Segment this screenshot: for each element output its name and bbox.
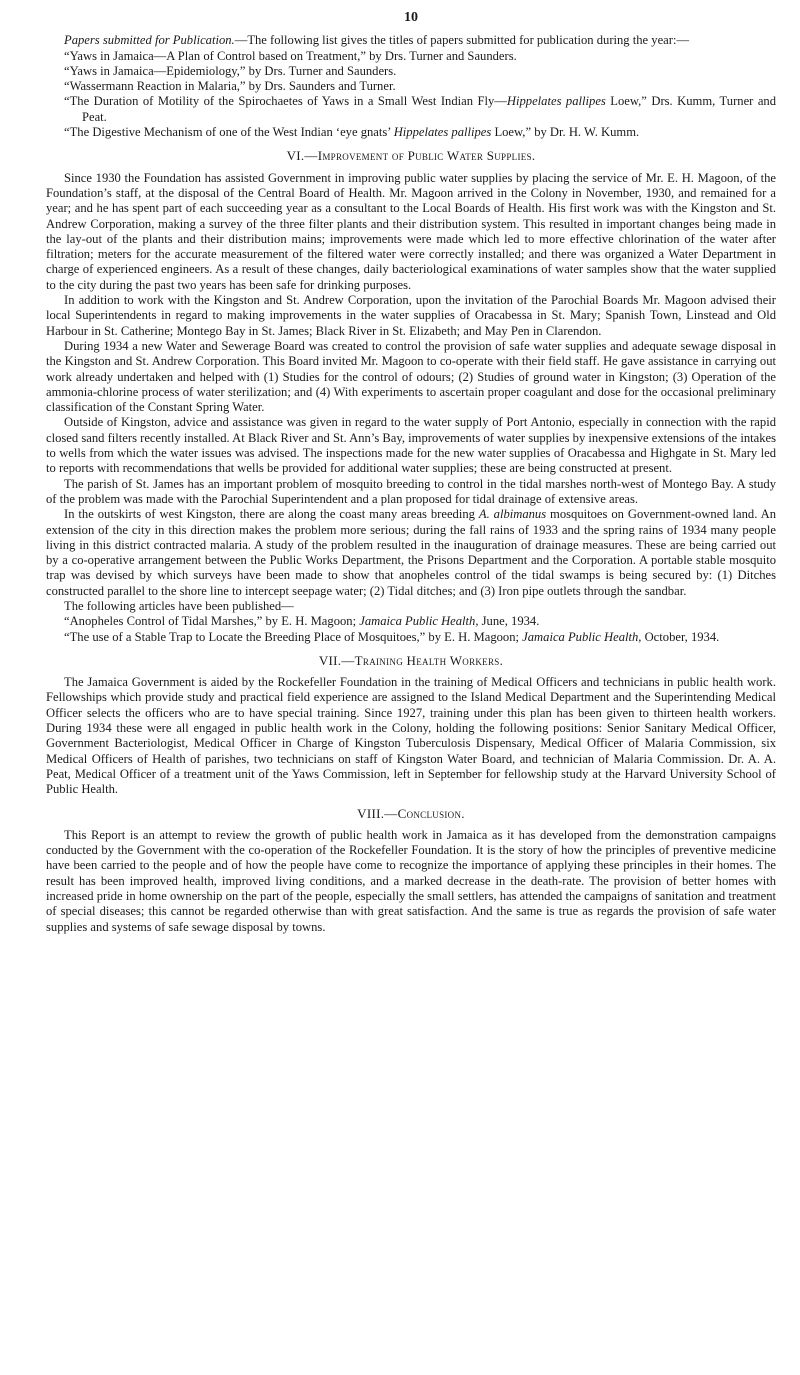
articles-list (46, 614, 776, 645)
paragraph: In addition to work with the Kingston and St. Andrew Corporation, upon the invitation of the Parochial Boards Mr. Magoon advised their local Superintendents in regard to making improvements in the water supplies of Oracabessa in St. Mary; Spanish Town, Linstead and Old Harbour in St. Catherine; Montego Bay in St. James; Black River in St. Elizabeth; and May Pen in Clarendon. (46, 293, 776, 338)
paragraph: Since 1930 the Foundation has assisted Government in improving public water supplies by placing the service of Mr. E. H. Magoon, of the Foundation’s staff, at the disposal of the Central Board of Health. Mr. Magoon arrived in the Colony in November, 1930, and remained for a year; and he has spent part of each succeeding year as a consultant to the Local Boards of Health. His first work was with the Kingston and St. Andrew Corporation, making a survey of the three filter plants and their distribution system. This resulted in important changes being made in the lay-out of the plants and their distribution mains; improvements were made which led to more effective chlorination of the water after filtration; meters for the accurate measurement of the filtered water were correctly installed; and there was organized a Water Department in charge of experienced engineers. As a result of these changes, daily bacteriological examinations of water samples show that the water supplied to the city during the past two years has been safe for drinking purposes. (46, 170, 776, 292)
paragraph: Outside of Kingston, advice and assistance was given in regard to the water supply of Port Antonio, especially in connection with the rapid closed sand filters recently installed. At Black River and St. Ann’s Bay, improvements of water supplies by inexpensive extensions of the intakes to wells from which the water issues was advised. The inspections made for the new water supplies of Oracabessa and Highgate in St. Mary led to reports with recommendations that wells be provided for additional water supplies; these are being constructed at present. (46, 415, 776, 476)
section-heading-viii: VIII.—Conclusion. (357, 805, 465, 821)
paragraph: The Jamaica Government is aided by the Rockefeller Foundation in the training of Medical Officers and technicians in public health work. Fellowships which provide study and practical field experience are assigned to the Island Medical Department and the Superintending Medical Officer selects the officers who are to have special training. Since 1927, training under this plan has been given to thirteen health workers. During 1934 these were all engaged in public health work in the Colony, holding the following positions: Senior Sanitary Medical Officer, Government Bacteriologist, Medical Officer in Charge of Kingston Tuberculosis Dispensary, Medical Officer of Malaria Commission, six Medical Officers of Health of parishes, two technicians on staff of Kingston Water Board, and technician of Malaria Commission. Dr. A. A. Peat, Medical Officer of a treatment unit of the Yaws Commission, left in September for fellowship study at the Harvard University School of Public Health. (46, 675, 776, 797)
paper-item: “Yaws in Jamaica—A Plan of Control based on Treatment,” by Drs. Turner and Saunders. (64, 48, 517, 63)
section-heading-vi: VI.—Improvement of Public Water Supplies. (286, 148, 536, 164)
paper-item: “The Duration of Motility of the Spirochaetes of Yaws in a Small West Indian Fly—Hippelates pallipes Loew,” Drs. Kumm, Turner and Peat. (64, 94, 777, 124)
paper-item: “Wassermann Reaction in Malaria,” by Drs. Saunders and Turner. (64, 79, 396, 94)
article-item: “The use of a Stable Trap to Locate the Breeding Place of Mosquitoes,” by E. H. Magoon; Jamaica Public Health, October, 1934. (64, 629, 720, 644)
papers-lead-text: —The following list gives the titles of papers submitted for publication during the year:— (234, 33, 690, 48)
paragraph: This Report is an attempt to review the growth of public health work in Jamaica as it has developed from the demonstration campaigns conducted by the Government with the co-operation of the Rockefeller Foundation. It is the story of how the principles of preventive medicine have been carried to the people and of how the people have come to recognize the importance of applying these principles in their homes. The result has been improved health, improved living conditions, and a marked decrease in the death-rate. The provision of better homes with increased pride in home ownership on the part of the people, especially the small settlers, has attended the campaigns of sanitation and treatment of special diseases; this cannot be regarded otherwise than with great satisfaction. And the same is true as regards the provision of safe water supplies and systems of safe sewage disposal by towns. (46, 827, 776, 934)
paper-item: “The Digestive Mechanism of one of the West Indian ‘eye gnats’ Hippelates pallipes Loew,” by Dr. H. W. Kumm. (64, 125, 640, 140)
paragraph: During 1934 a new Water and Sewerage Board was created to control the provision of safe water supplies and adequate sewage disposal in the Kingston and St. Andrew Corporation. This Board invited Mr. Magoon to co-operate with their field staff. He gave assistance in carrying out work already undertaken and helped with (1) Studies for the control of odours; (2) Studies of ground water in Kingston; (3) Operation of the ammonia-chlorine process of water sterilization; and (4) With experiments to ascertain proper coagulant and dose for the occasional preliminary classification of the Constant Spring Water. (46, 338, 776, 415)
papers-list (46, 49, 776, 141)
papers-lead-italic: Papers submitted for Publication. (64, 33, 235, 48)
section-heading-vii: VII.—Training Health Workers. (318, 652, 504, 668)
paragraph: The following articles have been published— (64, 598, 294, 613)
papers-intro (46, 33, 776, 48)
paper-item: “Yaws in Jamaica—Epidemiology,” by Drs. Turner and Saunders. (64, 63, 397, 78)
paragraph: The parish of St. James has an important problem of mosquito breeding to control in the tidal marshes north-west of Montego Bay. A study of the problem was made with the Parochial Superintendent and a plan proposed for tidal drainage of extensive areas. (46, 476, 776, 506)
page-number: 10 (404, 10, 418, 25)
paragraph: In the outskirts of west Kingston, there are along the coast many areas breeding A. albimanus mosquitoes on Government-owned land. An extension of the city in this direction makes the problem more serious; during the fall rains of 1933 and the spring rains of 1934 many people living in this district contracted malaria. A study of the problem resulted in the inauguration of drainage measures. These are being carried out by a co-operative arrangement between the Public Works Department, the Prisons Department and the Corporation. A portable stable mosquito trap was devised by which surveys have been made to show that anopheles control of the tidal swamps is being secured by: (1) Ditches constructed parallel to the shore line to intercept seepage water; (2) Tidal ditches; and (3) Iron pipe outlets through the sandbar. (46, 507, 776, 598)
article-item: “Anopheles Control of Tidal Marshes,” by E. H. Magoon; Jamaica Public Health, June, 1934. (64, 614, 540, 629)
